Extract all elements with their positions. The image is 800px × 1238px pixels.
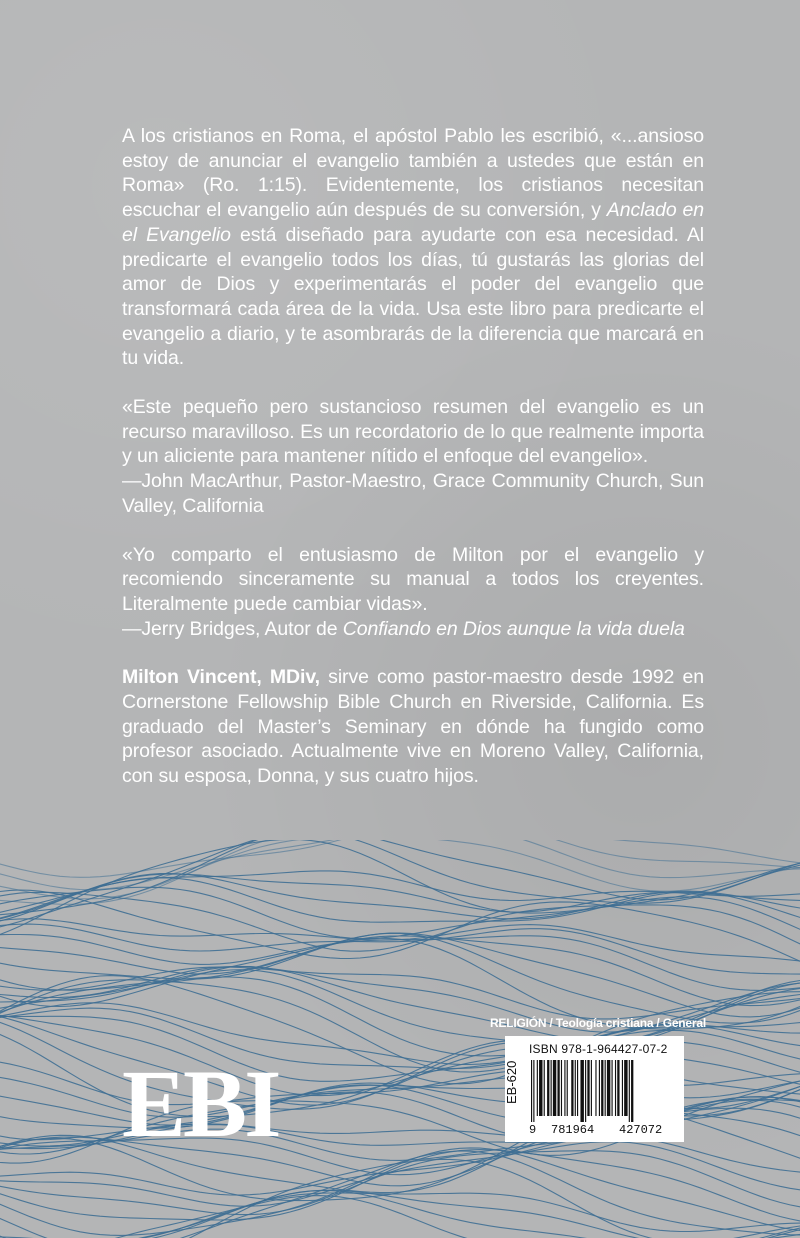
product-code: EB-620 [504,1060,519,1104]
category-label: RELIGIÓN / Teología cristiana / General [489,1016,706,1030]
author-bio: Milton Vincent, MDiv, sirve como pastor-maestro desde 1992 en Cornerstone Fellowship Bible Church en Riverside, California. Es graduado del Master’s Seminary en dónde ha fungido como profesor asociado. Actualmente vive en Moreno Valley, California, con su esposa, Donna, y sus cuatro hijos. [122,666,704,788]
intro-paragraph: A los cristianos en Roma, el apóstol Pablo les escribió, «...ansioso estoy de anunciar el evangelio también a ustedes que están en Roma» (Ro. 1:15). Evidentemente, los cristianos necesitan escuchar el evangelio aún después de su conversión, y Anclado en el Evangelio está diseñado para ayudarte con esa necesidad. Al predicarte el evangelio todos los días, tú gustarás las glorias del amor de Dios y experimentarás el poder del evangelio que transformará cada área de la vida. Usa este libro para predicarte el evangelio a diario, y te asombrarás de la diferencia que marcará en tu vida. [122,125,704,370]
book-title: Anclado en el Evangelio [122,199,704,246]
publisher-logo: EBI [122,1050,279,1157]
endorsement-attribution: —John MacArthur, Pastor-Maestro, Grace Community Church, Sun Valley, California [122,470,704,517]
author-name: Milton Vincent, MDiv, [122,666,320,689]
endorsement-macarthur [122,395,704,519]
barcode-box: ISBN 978-1-964427-07-2 EB-620 9 781964 427072 [505,1036,684,1142]
endorsement-quote: «Yo comparto el entusiasmo de Milton por el evangelio y recomiendo sinceramente su manual a todos los creyentes. Literalmente puede cambiar vidas». [122,543,704,615]
isbn-label: ISBN 978-1-964427-07-2 [529,1042,668,1056]
back-cover-text [122,124,704,789]
endorsement-quote: «Este pequeño pero sustancioso resumen del evangelio es un recurso maravilloso. Es un recordatorio de lo que realmente importa y un aliciente para mantener nítido el enfoque del evangelio». [122,396,704,468]
endorsement-bridges [122,543,704,642]
endorsement-attribution: —Jerry Bridges, Autor de Confiando en Dios aunque la vida duela [122,617,685,640]
barcode [531,1060,681,1122]
